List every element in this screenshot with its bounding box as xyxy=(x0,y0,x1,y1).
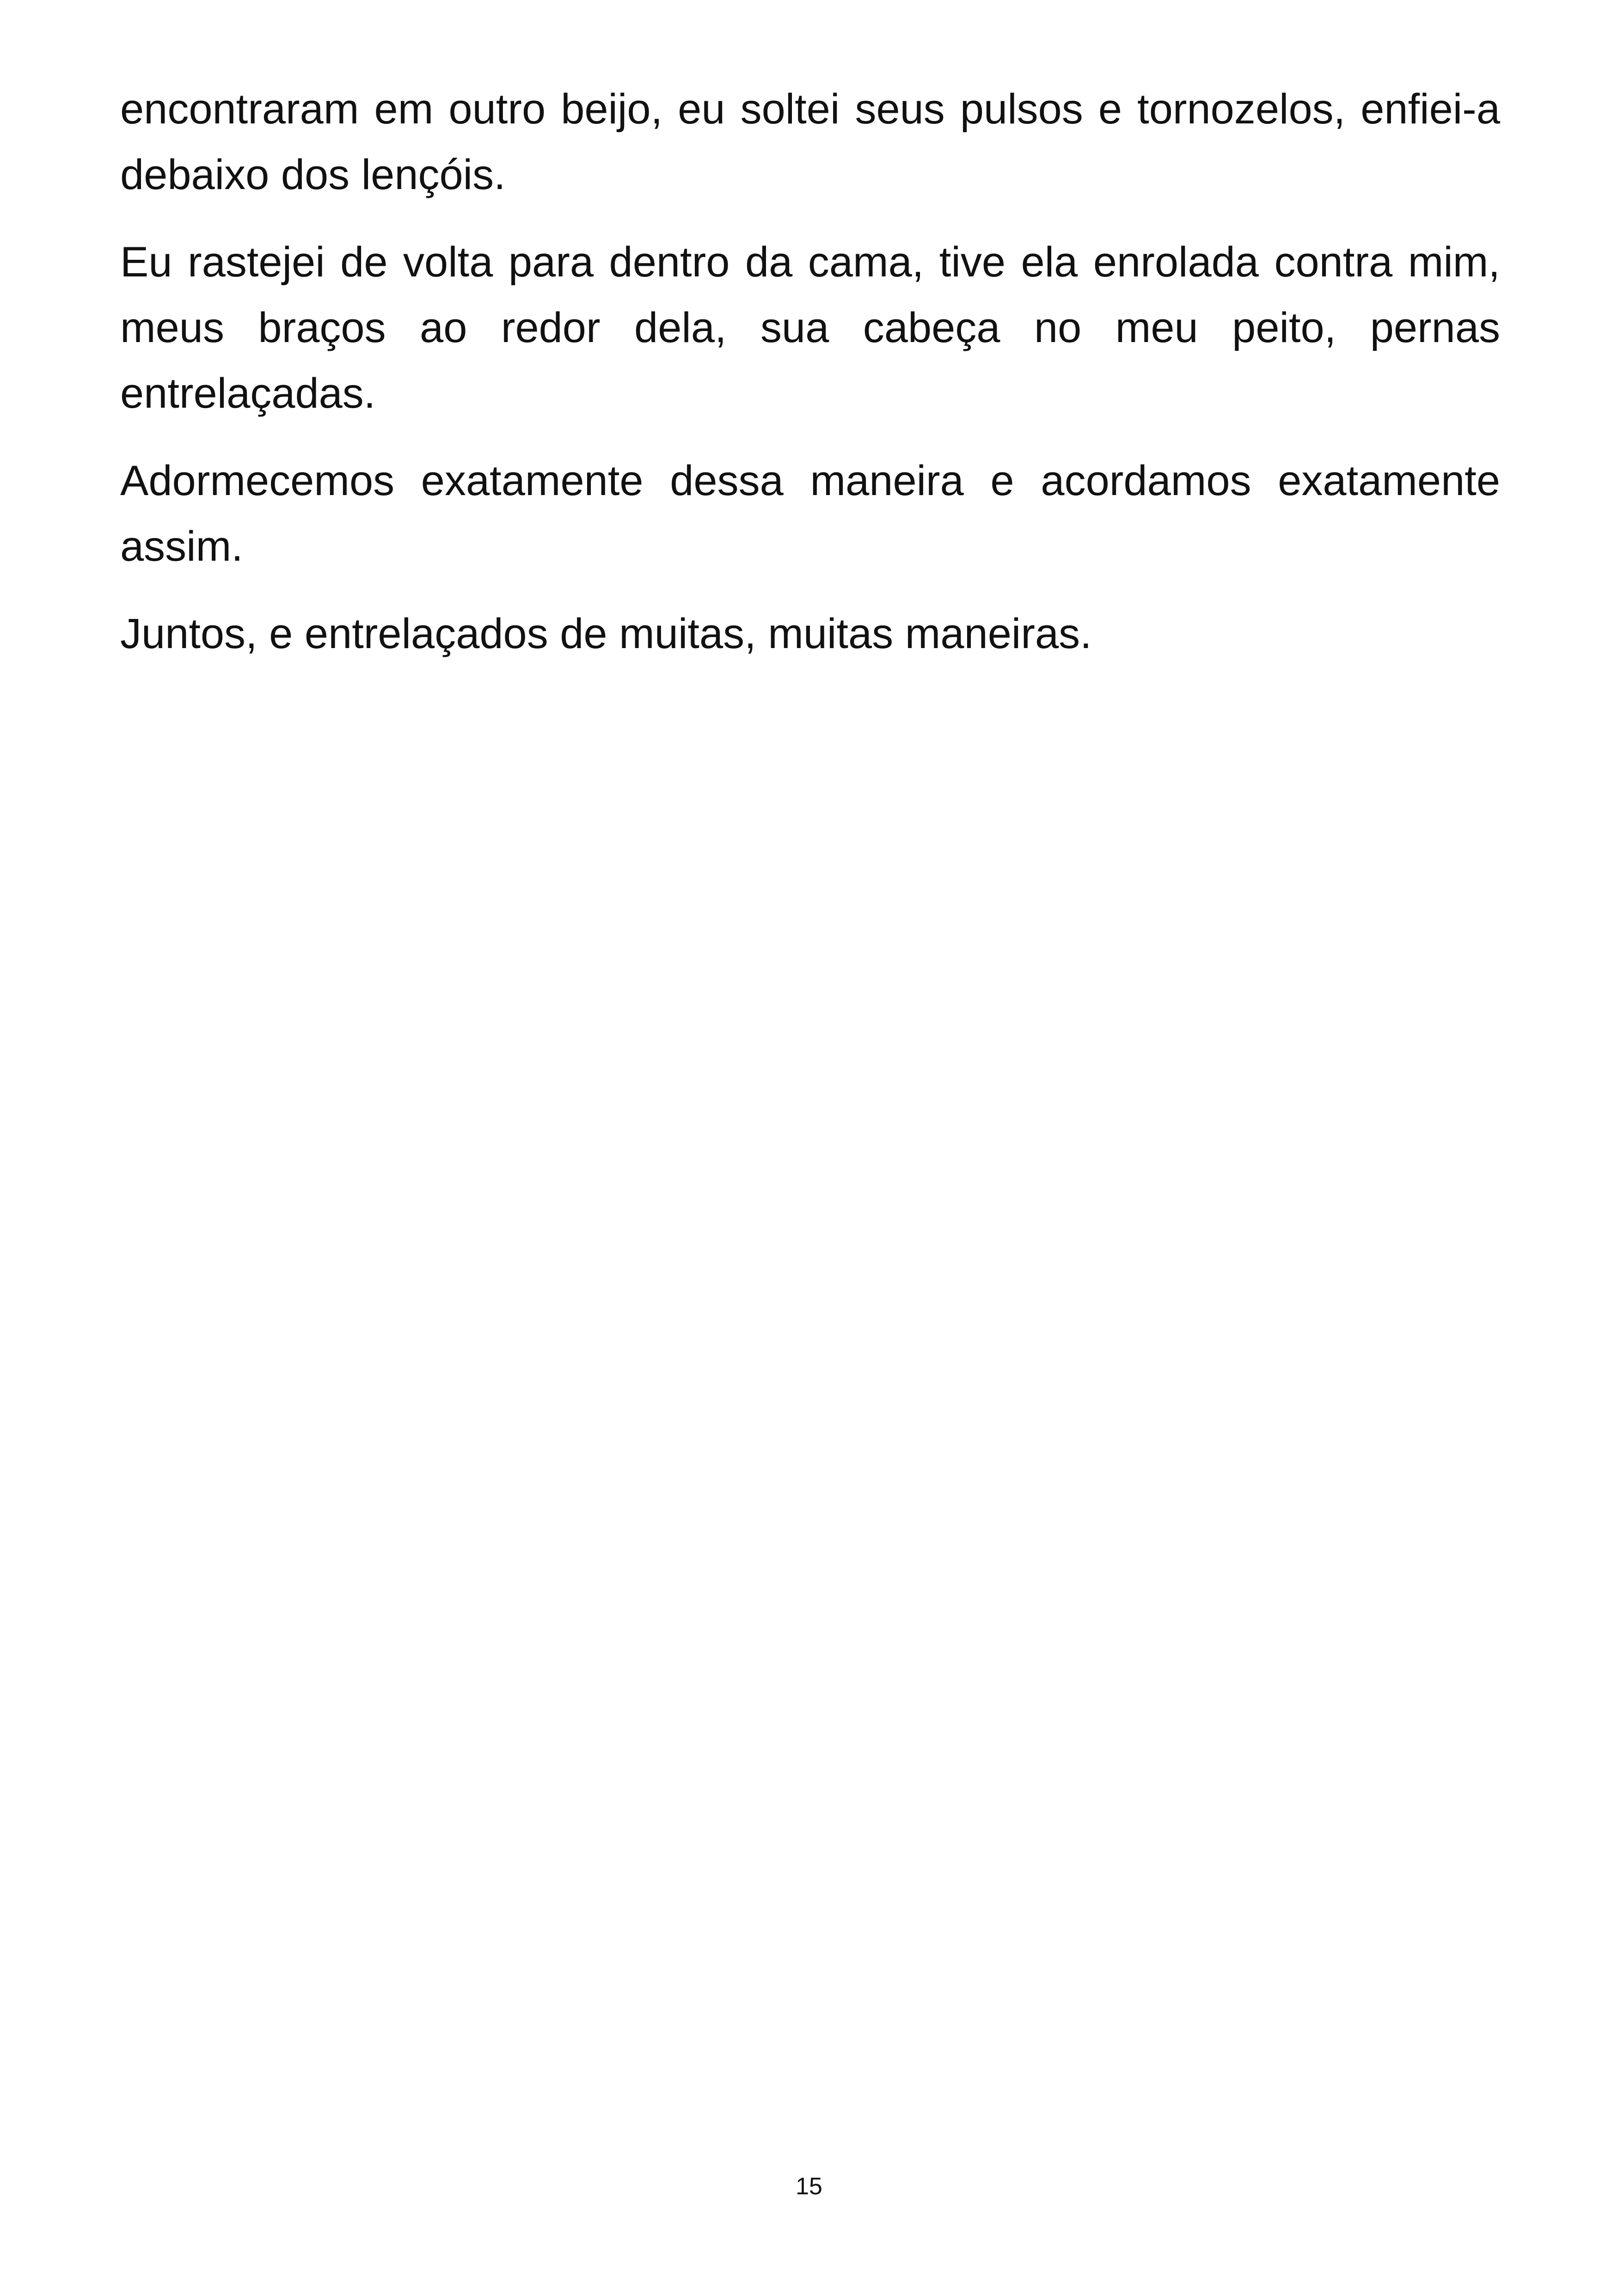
paragraph: Adormecemos exatamente dessa maneira e acordamos exatamente assim. xyxy=(120,457,1500,570)
body-text xyxy=(120,76,1500,688)
paragraph: Juntos, e entrelaçados de muitas, muitas maneiras. xyxy=(120,610,1092,657)
page-number: 15 xyxy=(796,2173,822,2200)
paragraph: encontraram em outro beijo, eu soltei seus pulsos e tornozelos, enfiei-a debaixo dos lençóis. xyxy=(120,86,1500,198)
paragraph: Eu rastejei de volta para dentro da cama, tive ela enrolada contra mim, meus braços ao redor dela, sua cabeça no meu peito, pernas entrelaçadas. xyxy=(120,239,1500,417)
